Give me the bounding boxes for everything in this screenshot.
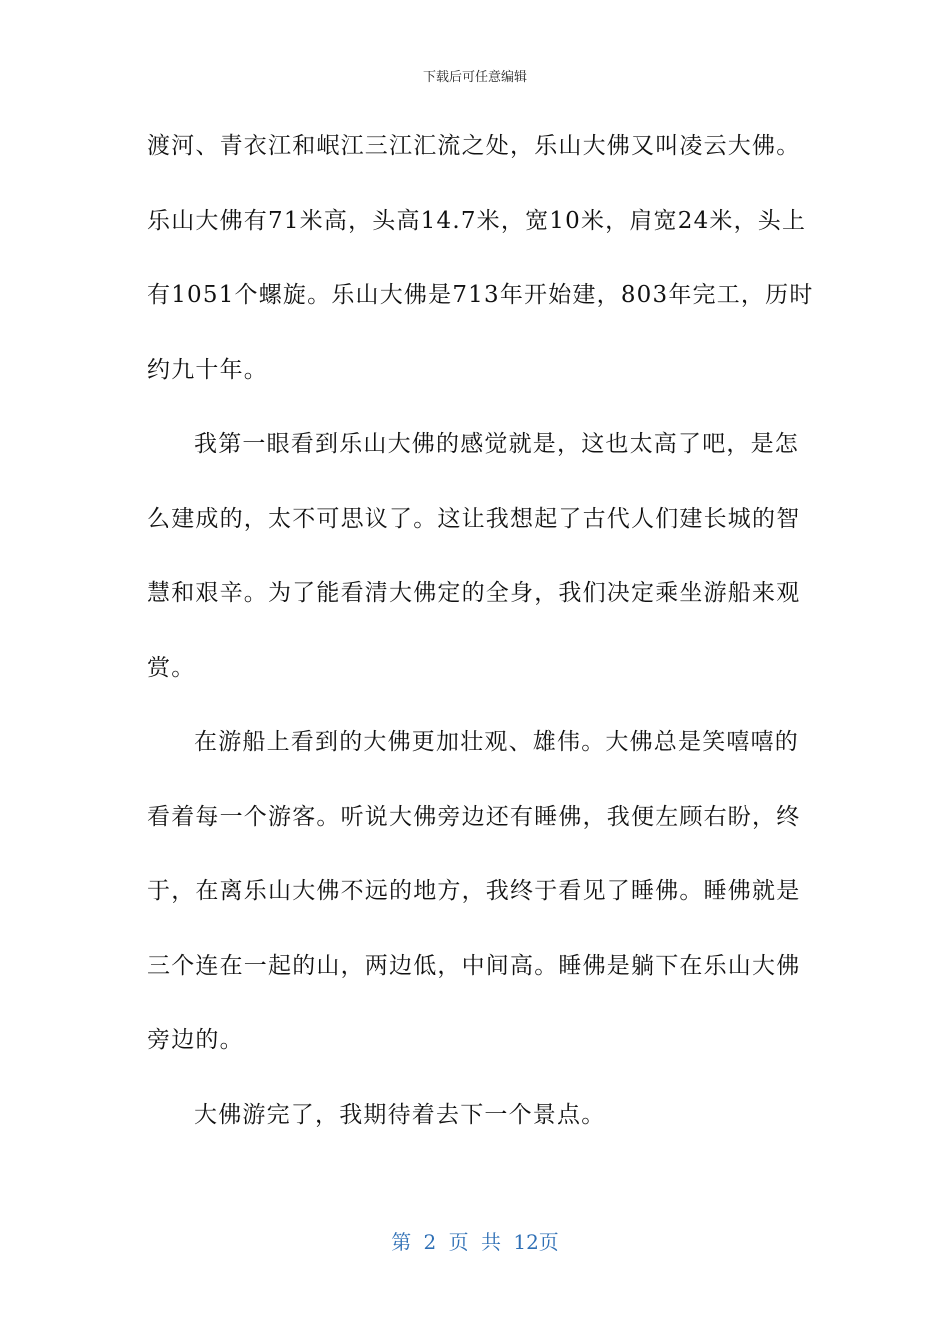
- text-line: 三个连在一起的山，两边低，中间高。睡佛是躺下在乐山大佛: [147, 952, 801, 979]
- text-line: 有1051个螺旋。乐山大佛是713年开始建，803年完工，历时: [147, 282, 814, 308]
- text-line: 赏。: [147, 654, 196, 681]
- text-line: 大佛游完了，我期待着去下一个景点。: [194, 1101, 606, 1128]
- document-body: [147, 124, 814, 1167]
- text-line: 渡河、青衣江和岷江三江汇流之处，乐山大佛又叫凌云大佛。: [147, 133, 801, 159]
- page-header-note: 下载后可任意编辑: [422, 70, 527, 85]
- text-line: 于，在离乐山大佛不远的地方，我终于看见了睡佛。睡佛就是: [147, 878, 801, 904]
- text-line: 乐山大佛有71米高，头高14.7米，宽10米，肩宽24米，头上: [147, 207, 807, 234]
- text-line: 在游船上看到的大佛更加壮观、雄伟。大佛总是笑嘻嘻的: [194, 729, 799, 755]
- text-line: 慧和艰辛。为了能看清大佛定的全身，我们决定乘坐游船来观: [147, 580, 801, 606]
- page-number-footer: 第 2 页 共 12页: [391, 1230, 559, 1254]
- text-line: 么建成的，太不可思议了。这让我想起了古代人们建长城的智: [147, 505, 801, 532]
- text-line: 我第一眼看到乐山大佛的感觉就是，这也太高了吧，是怎: [194, 431, 799, 457]
- text-line: 看着每一个游客。听说大佛旁边还有睡佛，我便左顾右盼，终: [147, 803, 801, 830]
- text-line: 旁边的。: [147, 1027, 244, 1053]
- text-line: 约九十年。: [147, 356, 268, 383]
